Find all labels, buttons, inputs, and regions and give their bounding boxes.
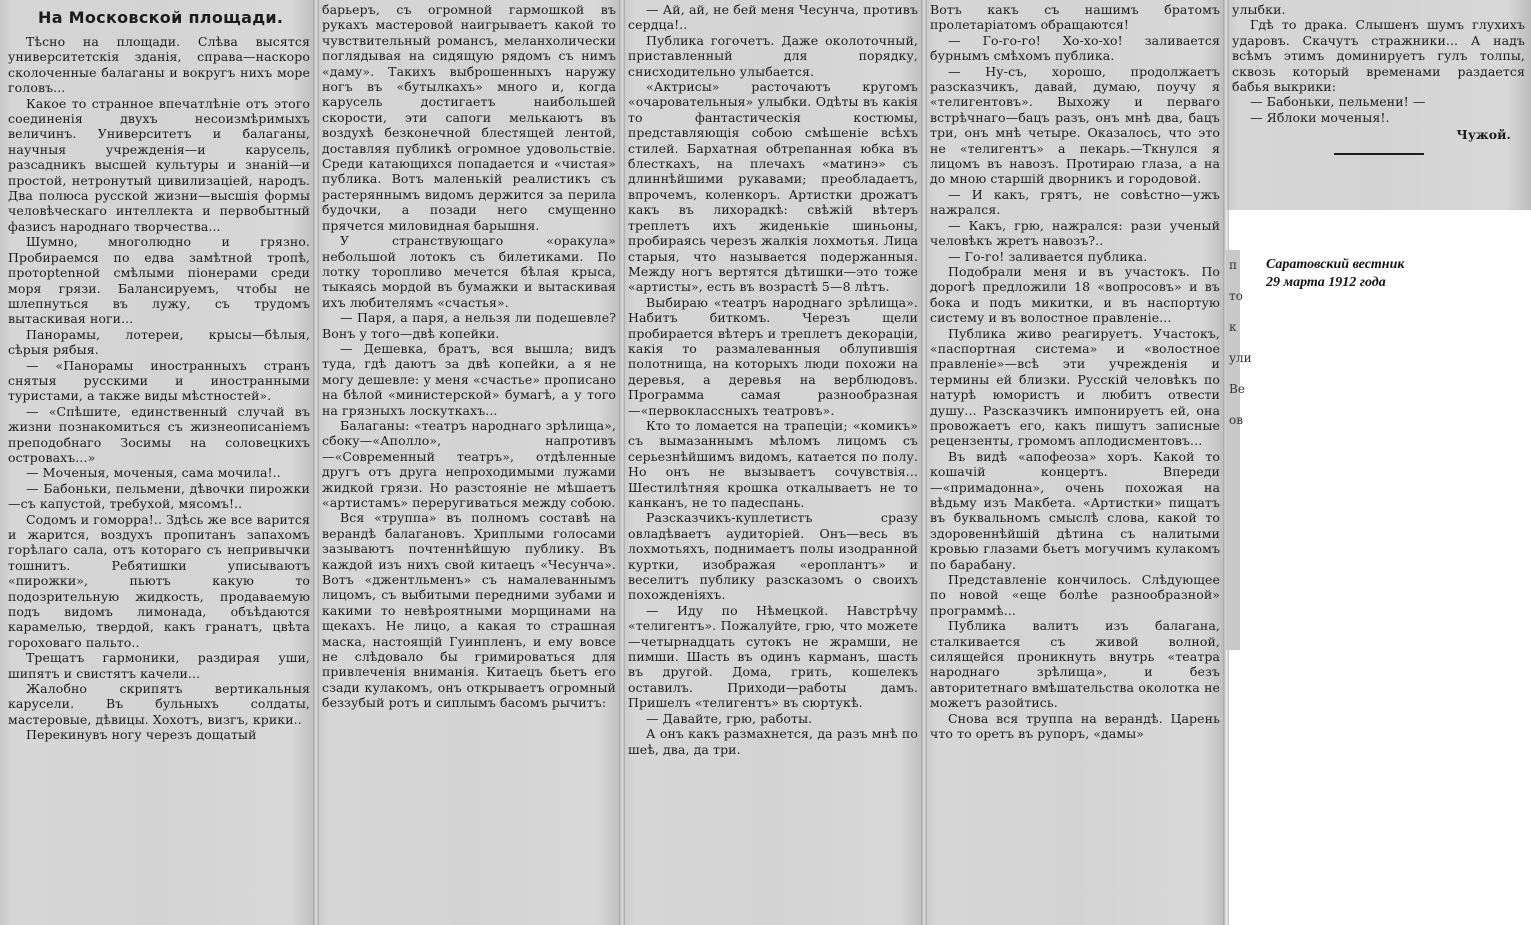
paragraph: — Паря, а паря, а нельзя ли подешевле? Вонъ у того—двѣ копейки.: [322, 310, 616, 341]
paragraph: Представленіе кончилось. Слѣдующее по новой «еще болѣе разнообразной» программѣ...: [930, 572, 1220, 618]
paragraph: — Моченыя, моченыя, сама мочила!..: [26, 465, 281, 481]
paragraph: Гдѣ то драка. Слышенъ шумъ глухихъ ударовъ. Скачутъ стражники... А надъ всѣмъ этимъ доминируетъ гулъ толпы, сквозь который временами раздается бабья выкрики:: [1232, 17, 1525, 95]
paragraph: Трещатъ гармоники, раздирая уши, шипятъ и свистятъ качели...: [8, 650, 310, 681]
end-rule: [1334, 153, 1424, 155]
paragraph: А онъ какъ размахнется, да разъ мнѣ по шеѣ, два, да три.: [628, 726, 918, 757]
column-3: [622, 0, 924, 925]
paragraph: — Иду по Нѣмецкой. Навстрѣчу «телигентъ». Пожалуйте, грю, что можете—четырнадцать сутокъ не жрамши, не пимши. Шасть въ одинъ карманъ, шасть въ другой. Дома, грить, кошелекъ оставилъ. Приходи—работы дамъ. Пришелъ «телигентъ» въ сюртукѣ.: [628, 602, 918, 711]
paragraph: Вотъ какъ съ нашимъ братомъ пролетаріатомъ обращаются!: [930, 2, 1220, 33]
paragraph: Содомъ и гоморра!.. Здѣсь же все варится и жарится, воздухъ пропитанъ запахомъ горѣлаго сала, отъ котораго съ непривычки тошнитъ. Ребятишки уписываютъ «пирожки», пьютъ какую то подозрительную жидкость, продаваемую подъ видомъ лимонада, объѣдаются карамелью, твердой, какъ гранатъ, цвѣта гороховаго пальто..: [8, 511, 310, 650]
source-caption: [1266, 256, 1506, 292]
paragraph: Подобрали меня и въ участокъ. По дорогѣ предложили 18 «вопросовъ» и въ бока и подъ микитки, и въ наспортую систему и въ волостное правленіе...: [930, 263, 1220, 326]
paragraph: Вся «труппа» въ полномъ составѣ на верандѣ балагановъ. Хриплыми голосами зазываютъ почтеннѣйшую публику. Въ каждой изъ нихъ свой китаецъ «Чесунча». Вотъ «джентльменъ» съ намалеваннымъ лицомъ, съ выбитыми передними зубами и какими то невѣроятными морщинами на щекахъ. Не лицо, а какая то страшная маска, настоящій Гуинпленъ, и ему вовсе не слѣдовало бы гримироваться для привлеченія вниманія. Китаецъ бьетъ его сзади кулакомъ, онъ открываетъ огромный беззубый ротъ и сиплымъ басомъ рычитъ:: [322, 510, 616, 711]
column-seam: [921, 0, 927, 925]
paragraph: — Го-го! заливается публика.: [948, 248, 1148, 264]
paragraph: Какое то странное впечатлѣніе отъ этого соединенія двухъ несоизмѣримыхъ величинъ. Университетъ и балаганы, научныя учрежденія—и карусель, разсадникъ высшей культуры и знаній—и простой, нетронутый цивилизаціей, народъ. Два полюса русской жизни—высшія формы человѣческаго интеллекта и первобытный фазисъ народнаго творчества...: [8, 95, 310, 234]
paragraph: — Какъ, грю, нажрался: рази ученый человѣкъ жретъ навозъ?..: [930, 217, 1220, 249]
paragraph: — Бабоньки, пельмени! —: [1250, 94, 1426, 110]
paragraph: — И какъ, грятъ, не совѣстно—ужъ нажрался.: [930, 186, 1220, 218]
column-5: [1226, 0, 1531, 210]
paragraph: — Ну-съ, хорошо, продолжаетъ разсказчикъ, давай, думаю, поучу я «телигентовъ». Выхожу и перваго встрѣчнаго—бацъ разъ, онъ мнѣ два, бацъ три, онъ мнѣ четыре. Оказалось, что это не «телигентъ» а пекарь.—Ткнулся я лицомъ въ навозъ. Протираю глаза, а на до мною старшій дворникъ и городовой.: [930, 63, 1220, 187]
paragraph: Снова вся труппа на верандѣ. Царень что то оретъ въ рупоръ, «дамы»: [930, 710, 1220, 742]
paragraph: Панорамы, лотереи, крысы—бѣлыя, сѣрыя рябыя.: [8, 326, 310, 358]
article-headline: На Московской площади.: [38, 8, 284, 27]
paragraph: улыбки.: [1232, 2, 1286, 17]
paragraph: — Давайте, грю, работы.: [646, 710, 813, 726]
paragraph: — Ай, ай, не бей меня Чесунча, противъ сердца!..: [628, 2, 918, 33]
paragraph: — «Панорамы иностранныхъ странъ снятыя русскими и иностранными туристами, а также виды мѣстностей».: [8, 357, 310, 404]
paragraph: барьеръ, съ огромной гармошкой въ рукахъ мастеровой наигрываетъ какой то чувствительный романсъ, меланхолически поглядывая на сидящую рядомъ съ нимъ «даму». Такихъ выброшенныхъ наружу ногъ въ «бутылкахъ» много и, когда карусель достигаетъ наибольшей скорости, эти сапоги мелькаютъ въ воздухѣ безконечной блестящей лентой, доставляя публикѣ огромное удовольствіе. Среди катающихся попадается и «чистая» публика. Вотъ маленькій реалистикъ съ растеряннымъ видомъ держится за перила будочки, а позади него смущенно прячется миловидная барышня.: [322, 2, 616, 233]
paragraph: — Яблоки моченыя!.: [1250, 109, 1390, 125]
paragraph: Выбираю «театръ народнаго зрѣлища». Набитъ биткомъ. Черезъ щели пробирается вѣтеръ и треплетъ декораціи, какія то размалеванныя облупившія полотнища, на которыхъ люди похожи на деревья, а деревья на верблюдовъ. Программа самая разнообразная—«первоклассныхъ театровъ».: [628, 294, 918, 418]
paragraph: Публика валитъ изъ балагана, сталкивается съ живой волной, силящейся проникнуть внутрь «театра народнаго зрѣлища», и безъ авторитетнаго вмѣшательства околотка не можетъ разойтись.: [930, 618, 1220, 711]
paragraph: — Го-го-го! Хо-хо-хо! заливается бурнымъ смѣхомъ публика.: [930, 32, 1220, 64]
paragraph: — Бабоньки, пельмени, дѣвочки пирожки—съ капустой, требухой, мясомъ!..: [8, 480, 310, 512]
paragraph: — «Спѣшите, единственный случай въ жизни познакомиться съ жизнеописаніемъ преподобнаго Зосимы на соловецкихъ островахъ...»: [8, 403, 310, 465]
paragraph: У странствующаго «оракула» небольшой лотокъ съ билетиками. По лотку торопливо мечется бѣлая крыса, тыкаясь мордой въ бумажки и вытаскивая ихъ любителямъ «счастья».: [322, 233, 616, 310]
paragraph: Балаганы: «театръ народнаго зрѣлища», сбоку—«Аполло», напротивъ—«Современный театръ», отдѣленные другъ отъ друга непроходимыми лужами жидкой грязи. Но разстояніе не мѣшаетъ «артистамъ» переругиваться между собою.: [322, 417, 616, 510]
paragraph: Кто то ломается на трапеціи; «комикъ» съ вымазаннымъ мѣломъ лицомъ съ серьезнѣйшимъ видомъ, катается по полу. Но онъ не вызываетъ сочувствія... Шестилѣтняя крошка откалываетъ не то канканъ, не то падеспань.: [628, 417, 918, 510]
paragraph: Перекинувъ ногу черезъ дощатый: [26, 727, 257, 743]
paragraph: Публика живо реагируетъ. Участокъ, «паспортная система» и «волостное правленіе»—всѣ эти учрежденія и термины ей близки. Русскій человѣкъ по натурѣ юмористъ и любитъ отвести душу... Разсказчикъ импонируетъ ей, она провожаетъ его, какъ пишутъ записные рецензенты, громомъ аплодисментовъ...: [930, 325, 1220, 449]
paragraph: Въ видѣ «апофеоза» хоръ. Какой то кошачій концертъ. Впереди—«примадонна», очень похожая на вѣдьму изъ Макбета. «Артистки» пищатъ въ буквальномъ смыслѣ слова, какой то здоровеннѣйшій дѣтина съ налитыми кровью глазами бьетъ могучимъ кулакомъ по барабану.: [930, 448, 1220, 572]
column-2: [316, 0, 622, 925]
paragraph: Жалобно скрипятъ вертикальныя карусели. Въ бульныхъ солдаты, мастеровые, дѣвицы. Хохотъ, визгъ, крики..: [8, 681, 310, 727]
author-signature: Чужой.: [1456, 127, 1511, 143]
column-seam: [619, 0, 625, 925]
paragraph: Тѣсно на площади. Слѣва высятся университетскія зданія, справа—наскоро сколоченные балаганы и вокругъ нихъ море головъ...: [8, 34, 310, 96]
column-4: [924, 0, 1226, 925]
column-seam: [313, 0, 319, 925]
paragraph: Разсказчикъ-куплетистъ сразу овладѣваетъ аудиторіей. Онъ—весь въ лохмотьяхъ, поднимаетъ полы изодранной куртки, изображая «ероплантъ» и веселитъ публику разсказомъ о своихъ похожденіяхъ.: [628, 510, 918, 603]
cropped-column-strip: п то к ули Ве ов: [1226, 250, 1240, 650]
source-date: 29 марта 1912 года: [1266, 275, 1386, 290]
paragraph: «Актрисы» расточаютъ кругомъ «очаровательныя» улыбки. Одѣты въ какія то фантастическія костюмы, представляющія собою смѣшеніе всѣхъ стилей. Бархатная обтрепанная юбка въ блесткахъ, на плечахъ «матинэ» съ длиннѣйшими рукавами; преобладаетъ, впрочемъ, коленкоръ. Артистки дрожатъ какъ въ лихорадкѣ: свѣжій вѣтеръ треплетъ ихъ жиденькіе шиньоны, пробираясь черезъ жалкія лохмотья. Лица старыя, что называется подержанныя. Между ногъ вертятся дѣтишки—это тоже «артисты», есть въ возрастѣ 5—8 лѣтъ.: [628, 79, 918, 295]
paragraph: — Дешевка, братъ, вся вышла; видъ туда, гдѣ даютъ за двѣ копейки, а я не могу дешевле: у меня «счастье» прописано на бѣлой «министерской» бумагѣ, а у того на грязныхъ лоскуткахъ...: [322, 340, 616, 418]
source-title: Саратовский вестник: [1266, 257, 1405, 272]
paragraph: Публика гогочетъ. Даже околоточный, приставленный для порядку, снисходительно улыбается.: [628, 32, 918, 79]
paragraph: Шумно, многолюдно и грязно. Пробираемся по едва замѣтной тропѣ, протоptenной смѣлыми піонерами среди моря грязи. Балансируемъ, чтобы не шлепнуться въ лужу, съ трудомъ вытаскивая ноги...: [8, 234, 310, 327]
column-1: [0, 0, 316, 925]
